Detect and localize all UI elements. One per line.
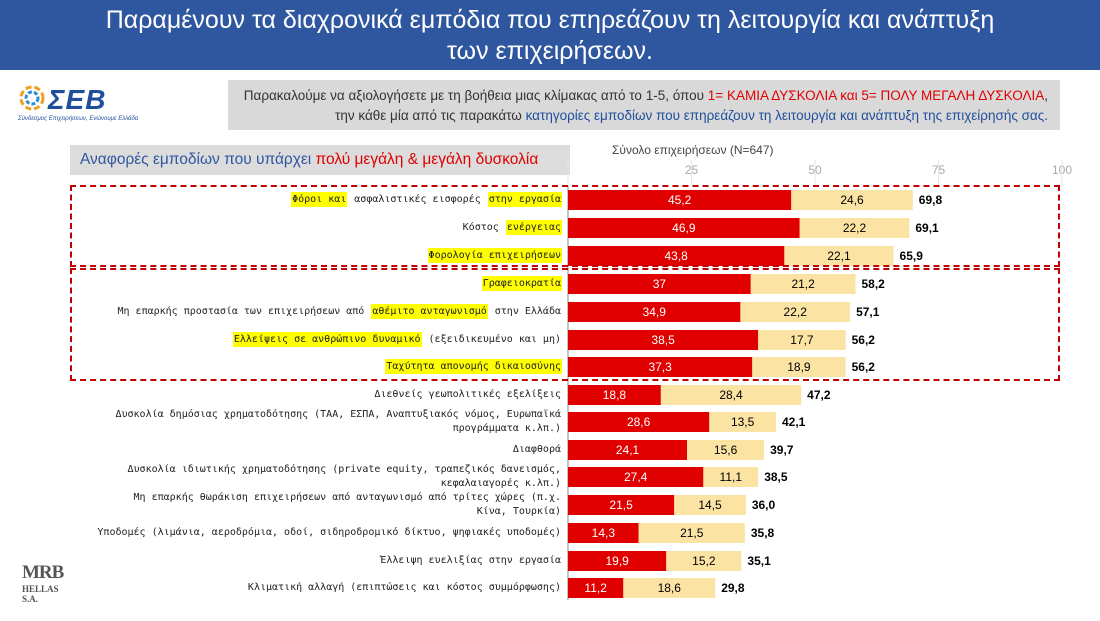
value-label-very-high: 43,8 [664,249,688,263]
value-label-high: 22,2 [783,305,807,319]
value-label-very-high: 38,5 [651,333,675,347]
instructions-comma: , [1044,88,1048,103]
category-label-text: Μη επαρκής προστασία των επιχειρήσεων από [117,306,371,317]
value-label-high: 22,1 [827,249,851,263]
value-label-very-high: 45,2 [667,193,692,207]
category-label-text: Διαφθορά [512,444,561,455]
category-label-text: κεφαλαιαγορές κ.λπ.) [440,478,561,489]
top-three-frame [70,185,1060,267]
total-label: 69,8 [918,193,943,207]
value-label-very-high: 37 [652,277,667,291]
category-label-highlight: Φορολογία επιχειρήσεων [428,250,561,261]
value-label-very-high: 46,9 [672,221,696,235]
value-label-high: 28,4 [719,388,743,402]
x-tick-label: 25 [684,163,699,177]
value-label-high: 18,6 [657,581,681,595]
category-label-text: Υποδομές (λιμάνια, αεροδρόμια, οδοί, σιδηροδρομικό δίκτυο, ψηφιακές υποδομές) [97,527,561,538]
x-tick-label: 100 [1051,163,1073,177]
category-label-highlight: αθέμιτο ανταγωνισμό [372,306,487,317]
category-label-text: προγράμματα κ.λπ.) [452,423,561,434]
category-label-highlight: Ταχύτητα απονομής δικαιοσύνης [386,361,561,372]
total-label: 29,8 [721,581,745,595]
subtitle-text: Αναφορές εμποδίων που υπάρχει [80,151,316,168]
category-label-highlight: Γραφειοκρατία [482,278,561,289]
value-label-high: 21,2 [791,277,815,291]
value-label-high: 22,2 [842,221,867,235]
category-label-text: Κίνα, Τουρκία) [476,506,561,517]
value-label-high: 21,5 [680,526,704,540]
value-label-high: 17,7 [790,333,814,347]
next-four-frame [70,268,1060,381]
value-label-very-high: 28,6 [626,415,651,429]
category-label-text: ασφαλιστικές εισφορές [348,194,487,205]
value-label-very-high: 21,5 [609,498,633,512]
total-label: 58,2 [861,277,885,291]
value-label-high: 24,6 [840,193,864,207]
instructions-text-1: Παρακαλούμε να αξιολογήσετε με τη βοήθεια μιας κλίμακας από το 1-5, όπου [243,88,708,103]
value-label-very-high: 34,9 [642,305,666,319]
category-label-text: Διεθνείς γεωπολιτικές εξελίξεις [374,389,561,400]
total-label: 39,7 [770,443,794,457]
category-label-text: Έλλειψη ευελιξίας στην εργασία [380,555,561,566]
title-line-1: Παραμένουν τα διαχρονικά εμπόδια που επηρεάζουν τη λειτουργία και ανάπτυξη [105,6,995,34]
mrb-logo [22,562,72,604]
mrb-logo-subtitle: HELLAS S.A. [22,584,59,604]
total-label: 36,0 [751,498,776,512]
total-label: 42,1 [781,415,806,429]
title-line-2: των επιχειρήσεων. [447,37,653,65]
category-label-highlight: Ελλείψεις σε ανθρώπινο δυναμικό [233,334,421,345]
category-label-highlight: στην εργασία [488,194,561,205]
total-label: 38,5 [764,470,788,484]
sev-tagline: Σύνδεσμος Επιχειρήσεων, Ενώνουμε Ελλάδα [18,116,139,122]
category-label-text: Μη επαρκής θωράκιση επιχειρήσεων από ανταγωνισμό από τρίτες χώρες (π.χ. [133,492,561,503]
value-label-high: 18,9 [787,360,811,374]
value-label-very-high: 37,3 [648,360,672,374]
total-label: 57,1 [856,305,880,319]
total-label: 35,8 [750,526,775,540]
instructions-categories: κατηγορίες εμποδίων που επηρεάζουν τη λειτουργία και ανάπτυξη της επιχείρησής σας. [525,108,1048,123]
value-label-very-high: 14,3 [591,526,616,540]
value-label-high: 11,1 [719,470,743,484]
value-label-very-high: 11,2 [584,581,607,595]
mrb-logo-name: MRB [22,562,64,583]
instructions-scale: 1= ΚΑΜΙΑ ΔΥΣΚΟΛΙΑ και 5= ΠΟΛΥ ΜΕΓΑΛΗ ΔΥΣΚΟΛΙΑ [707,88,1045,103]
x-tick-label: 50 [808,163,822,177]
category-label-highlight: Φόροι και [292,194,347,205]
total-label: 69,1 [915,221,939,235]
category-label-text: Κλιματική αλλαγή (επιπτώσεις και κόστος συμμόρφωσης) [247,582,561,593]
value-label-very-high: 18,8 [602,388,627,402]
subtitle-emphasis: πολύ μεγάλη & μεγάλη δυσκολία [315,151,539,168]
total-label: 35,1 [747,554,771,568]
category-label-text: Κόστος [462,222,505,233]
instructions-text-2: την κάθε μία από τις παρακάτω [335,108,526,123]
total-label: 56,2 [851,360,875,374]
category-label-text: Δυσκολία ιδιωτικής χρηματοδότησης (private equity, τραπεζικός δανεισμός, [127,464,561,475]
category-label-highlight: ενέργειας [506,222,561,233]
value-label-high: 15,2 [692,554,716,568]
category-label-text: (εξειδικευμένο και μη) [422,334,561,345]
value-label-high: 13,5 [730,415,755,429]
value-label-high: 14,5 [698,498,722,512]
total-label: 65,9 [899,249,923,263]
sample-size-label: Σύνολο επιχειρήσεων (N=647) [612,143,774,157]
category-label-text: στην Ελλάδα [488,306,561,317]
value-label-very-high: 27,4 [623,470,648,484]
total-label: 47,2 [807,388,831,402]
value-label-very-high: 24,1 [615,443,640,457]
value-label-very-high: 19,9 [605,554,629,568]
value-label-high: 15,6 [713,443,738,457]
sev-brand: ΣΕΒ [48,84,107,115]
x-tick-label: 75 [931,163,946,177]
total-label: 56,2 [851,333,875,347]
category-label-text: Δυσκολία δημόσιας χρηματοδότησης (ΤΑΑ, ΕΣΠΑ, Αναπτυξιακός νόμος, Ευρωπαϊκά [115,409,561,420]
